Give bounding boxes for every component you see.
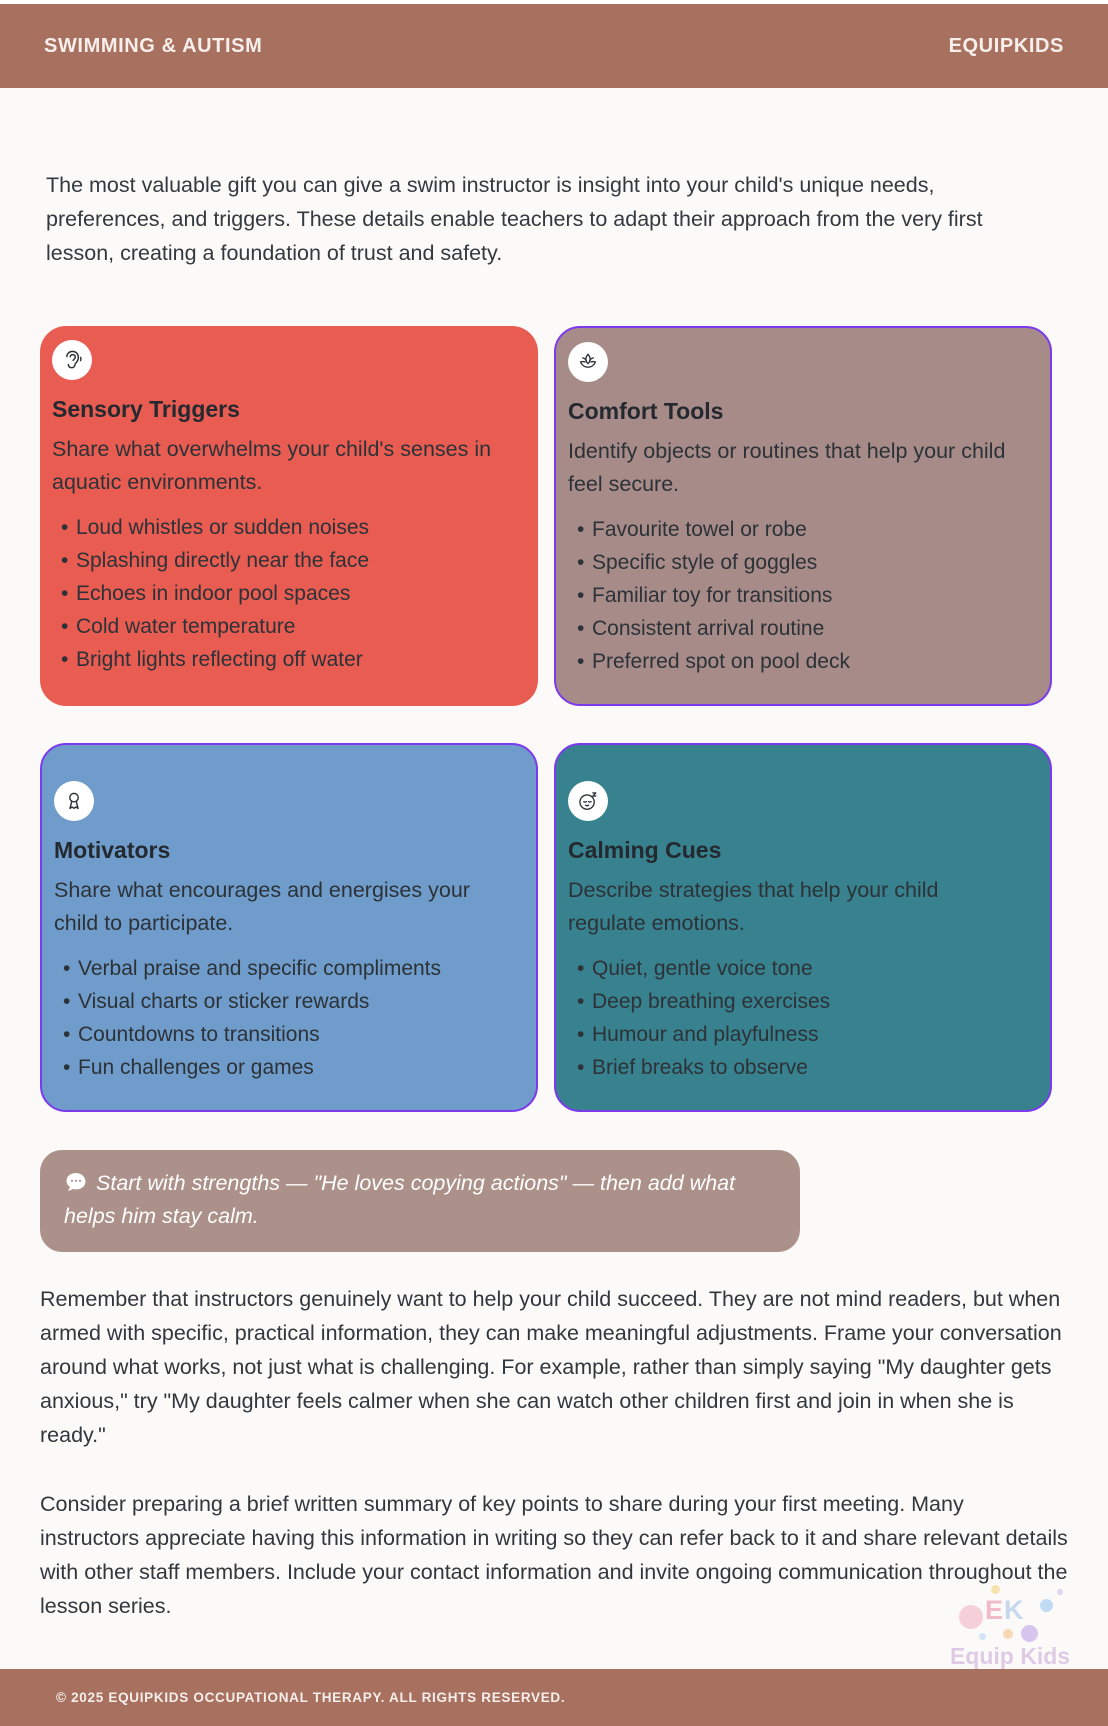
list-item: • Verbal praise and specific compliments xyxy=(54,952,502,985)
card-sensory-triggers xyxy=(40,326,538,706)
card-icon-badge xyxy=(568,781,608,821)
card-bullet-list xyxy=(54,952,502,1084)
calm-face-icon xyxy=(577,790,599,812)
card-comfort-tools xyxy=(554,326,1052,706)
tip-text: Start with strengths — "He loves copying actions" — then add what helps him stay calm. xyxy=(64,1171,736,1228)
card-title: Sensory Triggers xyxy=(52,396,240,422)
card-description: Share what overwhelms your child's senses in aquatic environments. xyxy=(52,437,492,494)
card-title: Comfort Tools xyxy=(568,398,724,424)
card-description: Identify objects or routines that help your child feel secure. xyxy=(568,439,1006,496)
list-item: • Fun challenges or games xyxy=(54,1051,502,1084)
card-motivators xyxy=(40,743,538,1112)
list-item: • Loud whistles or sudden noises xyxy=(52,511,504,544)
body-paragraph-2: Consider preparing a brief written summary of key points to share during your first meeting. Many instructors appreciate having this information in writing so they can refer back to it and share relevant details with other staff members. Include your contact information and invite ongoing communication throughout the lesson series. xyxy=(40,1492,1068,1618)
card-icon-badge xyxy=(52,340,92,380)
list-item: • Cold water temperature xyxy=(52,610,504,643)
card-icon-badge xyxy=(54,781,94,821)
list-item: • Countdowns to transitions xyxy=(54,1018,502,1051)
list-item: • Echoes in indoor pool spaces xyxy=(52,577,504,610)
list-item: • Humour and playfulness xyxy=(568,1018,1016,1051)
card-bullet-list xyxy=(52,511,504,676)
list-item: • Quiet, gentle voice tone xyxy=(568,952,1016,985)
page-title: SWIMMING & AUTISM xyxy=(44,34,263,57)
list-item: • Visual charts or sticker rewards xyxy=(54,985,502,1018)
list-item: • Consistent arrival routine xyxy=(568,612,1016,645)
card-icon-badge xyxy=(568,342,608,382)
logo-dot-smallblue xyxy=(979,1633,986,1640)
tip-callout xyxy=(40,1150,800,1252)
ear-icon xyxy=(61,349,83,371)
list-item: • Splashing directly near the face xyxy=(52,544,504,577)
card-calming-cues xyxy=(554,743,1052,1112)
list-item: • Deep breathing exercises xyxy=(568,985,1016,1018)
list-item: • Brief breaks to observe xyxy=(568,1051,1016,1084)
list-item: • Familiar toy for transitions xyxy=(568,579,1016,612)
list-item: • Preferred spot on pool deck xyxy=(568,645,1016,678)
header-bar xyxy=(0,4,1108,88)
card-description: Share what encourages and energises your child to participate. xyxy=(54,878,470,935)
card-title: Calming Cues xyxy=(568,837,722,863)
logo-dot-orange xyxy=(1003,1629,1013,1639)
list-item: • Bright lights reflecting off water xyxy=(52,643,504,676)
copyright-text: © 2025 EQUIPKIDS OCCUPATIONAL THERAPY. ALL RIGHTS RESERVED. xyxy=(56,1690,566,1705)
logo-wordmark: Equip Kids xyxy=(949,1643,1071,1669)
logo-monogram: EK xyxy=(985,1595,1025,1625)
list-item: • Favourite towel or robe xyxy=(568,513,1016,546)
body-paragraph-1: Remember that instructors genuinely want to help your child succeed. They are not mind readers, but when armed with specific, practical information, they can make meaningful adjustments. Frame your conversation around what works, not just what is challenging. For example, rather than simply saying "My daughter gets anxious," try "My daughter feels calmer when she can watch other children first and join in when she is ready." xyxy=(40,1287,1062,1447)
logo-dot-purple xyxy=(1021,1625,1038,1642)
footer-bar xyxy=(0,1669,1108,1726)
card-title: Motivators xyxy=(54,837,171,863)
brand-name: EQUIPKIDS xyxy=(948,34,1064,57)
lotus-icon xyxy=(577,351,599,373)
card-bullet-list xyxy=(568,952,1016,1084)
intro-paragraph: The most valuable gift you can give a swim instructor is insight into your child's unique needs, preferences, and triggers. These details enable teachers to adapt their approach from the very first lesson, creating a foundation of trust and safety. xyxy=(46,173,983,265)
medal-icon xyxy=(63,790,85,812)
card-description: Describe strategies that help your child regulate emotions. xyxy=(568,878,939,935)
list-item: • Specific style of goggles xyxy=(568,546,1016,579)
speech-bubble-icon xyxy=(64,1170,88,1194)
info-cards-grid xyxy=(40,326,1052,1112)
card-bullet-list xyxy=(568,513,1016,678)
